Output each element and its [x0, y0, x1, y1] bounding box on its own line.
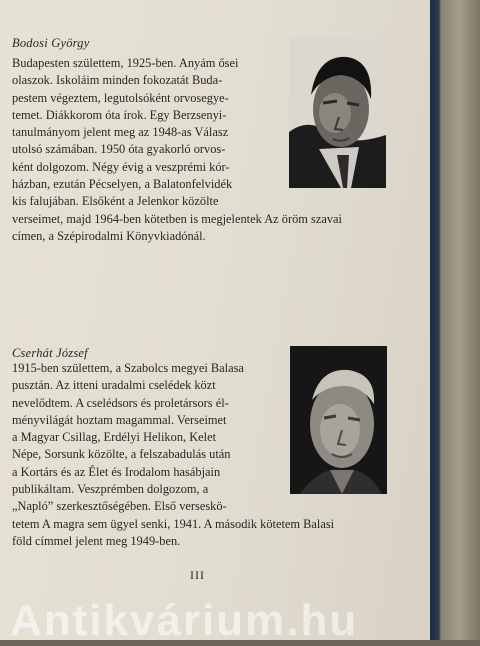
bio-line: házban, ezután Pécselyen, a Balatonfelvidék — [12, 177, 233, 192]
bio-line: olaszok. Iskoláim minden fokozatát Buda- — [12, 73, 223, 88]
bio-line: nevelődtem. A cselédsors és proletársors él- — [12, 395, 229, 410]
bio-line: kis falujában. Elsőként a Jelenkor közölte — [12, 194, 219, 209]
book-binding-edge — [430, 0, 480, 640]
bio-line: ményvilágát hoztam magammal. Verseimet — [12, 412, 227, 427]
bio-line: utolsó számában. 1950 óta gyakorló orvos- — [12, 142, 226, 157]
bio-line: tetem A magra sem ügyel senki, 1941. A második kötetem Balasi — [12, 516, 335, 531]
bio-line: temet. Diákkorom óta írok. Egy Berzsenyi- — [12, 107, 227, 122]
bio-line: a Magyar Csillag, Erdélyi Helikon, Kelet — [12, 430, 217, 445]
page-number: III — [190, 568, 205, 582]
bio-line: Budapesten születtem, 1925-ben. Anyám ősei — [12, 56, 239, 70]
bio-line: pusztán. Az itteni uradalmi cselédek közt — [12, 378, 216, 393]
bio-line: tanulmányom jelent meg az 1948-as Válasz — [12, 125, 229, 140]
bio-line: 1915-ben születtem, a Szabolcs megyei Balasa — [12, 361, 244, 375]
portrait-cserhat-image — [290, 346, 387, 494]
bio-line: „Napló” szerkesztőségében. Első verseskö- — [12, 499, 227, 514]
watermark-text: Antikvárium.hu — [10, 596, 359, 645]
portrait-bodosi-image — [289, 37, 386, 188]
bio-line: publikáltam. Veszprémben dolgozom, a — [12, 482, 209, 497]
bio-line: Népe, Sorsunk közölte, a felszabadulás után — [12, 447, 231, 462]
biography-bodosi — [12, 55, 342, 245]
author-name-cserhat: Cserhát József — [12, 346, 88, 360]
portrait-photo-cserhat — [290, 346, 387, 494]
bio-line: a Kortárs és az Élet és Irodalom hasábjain — [12, 464, 221, 479]
portrait-photo-bodosi — [289, 37, 386, 188]
biography-cserhat — [12, 360, 335, 550]
bio-line: ként dolgozom. Négy évig a veszprémi kór- — [12, 159, 230, 174]
bio-line: föld címmel jelent meg 1949-ben. — [12, 533, 181, 548]
bio-line: címen, a Szépirodalmi Könyvkiadónál. — [12, 228, 206, 243]
bio-line: pestem végeztem, legutolsóként orvosegye- — [12, 90, 229, 105]
bio-line: verseimet, majd 1964-ben kötetben is megjelentek Az öröm szavai — [12, 211, 342, 226]
author-name-bodosi: Bodosi György — [12, 36, 90, 50]
